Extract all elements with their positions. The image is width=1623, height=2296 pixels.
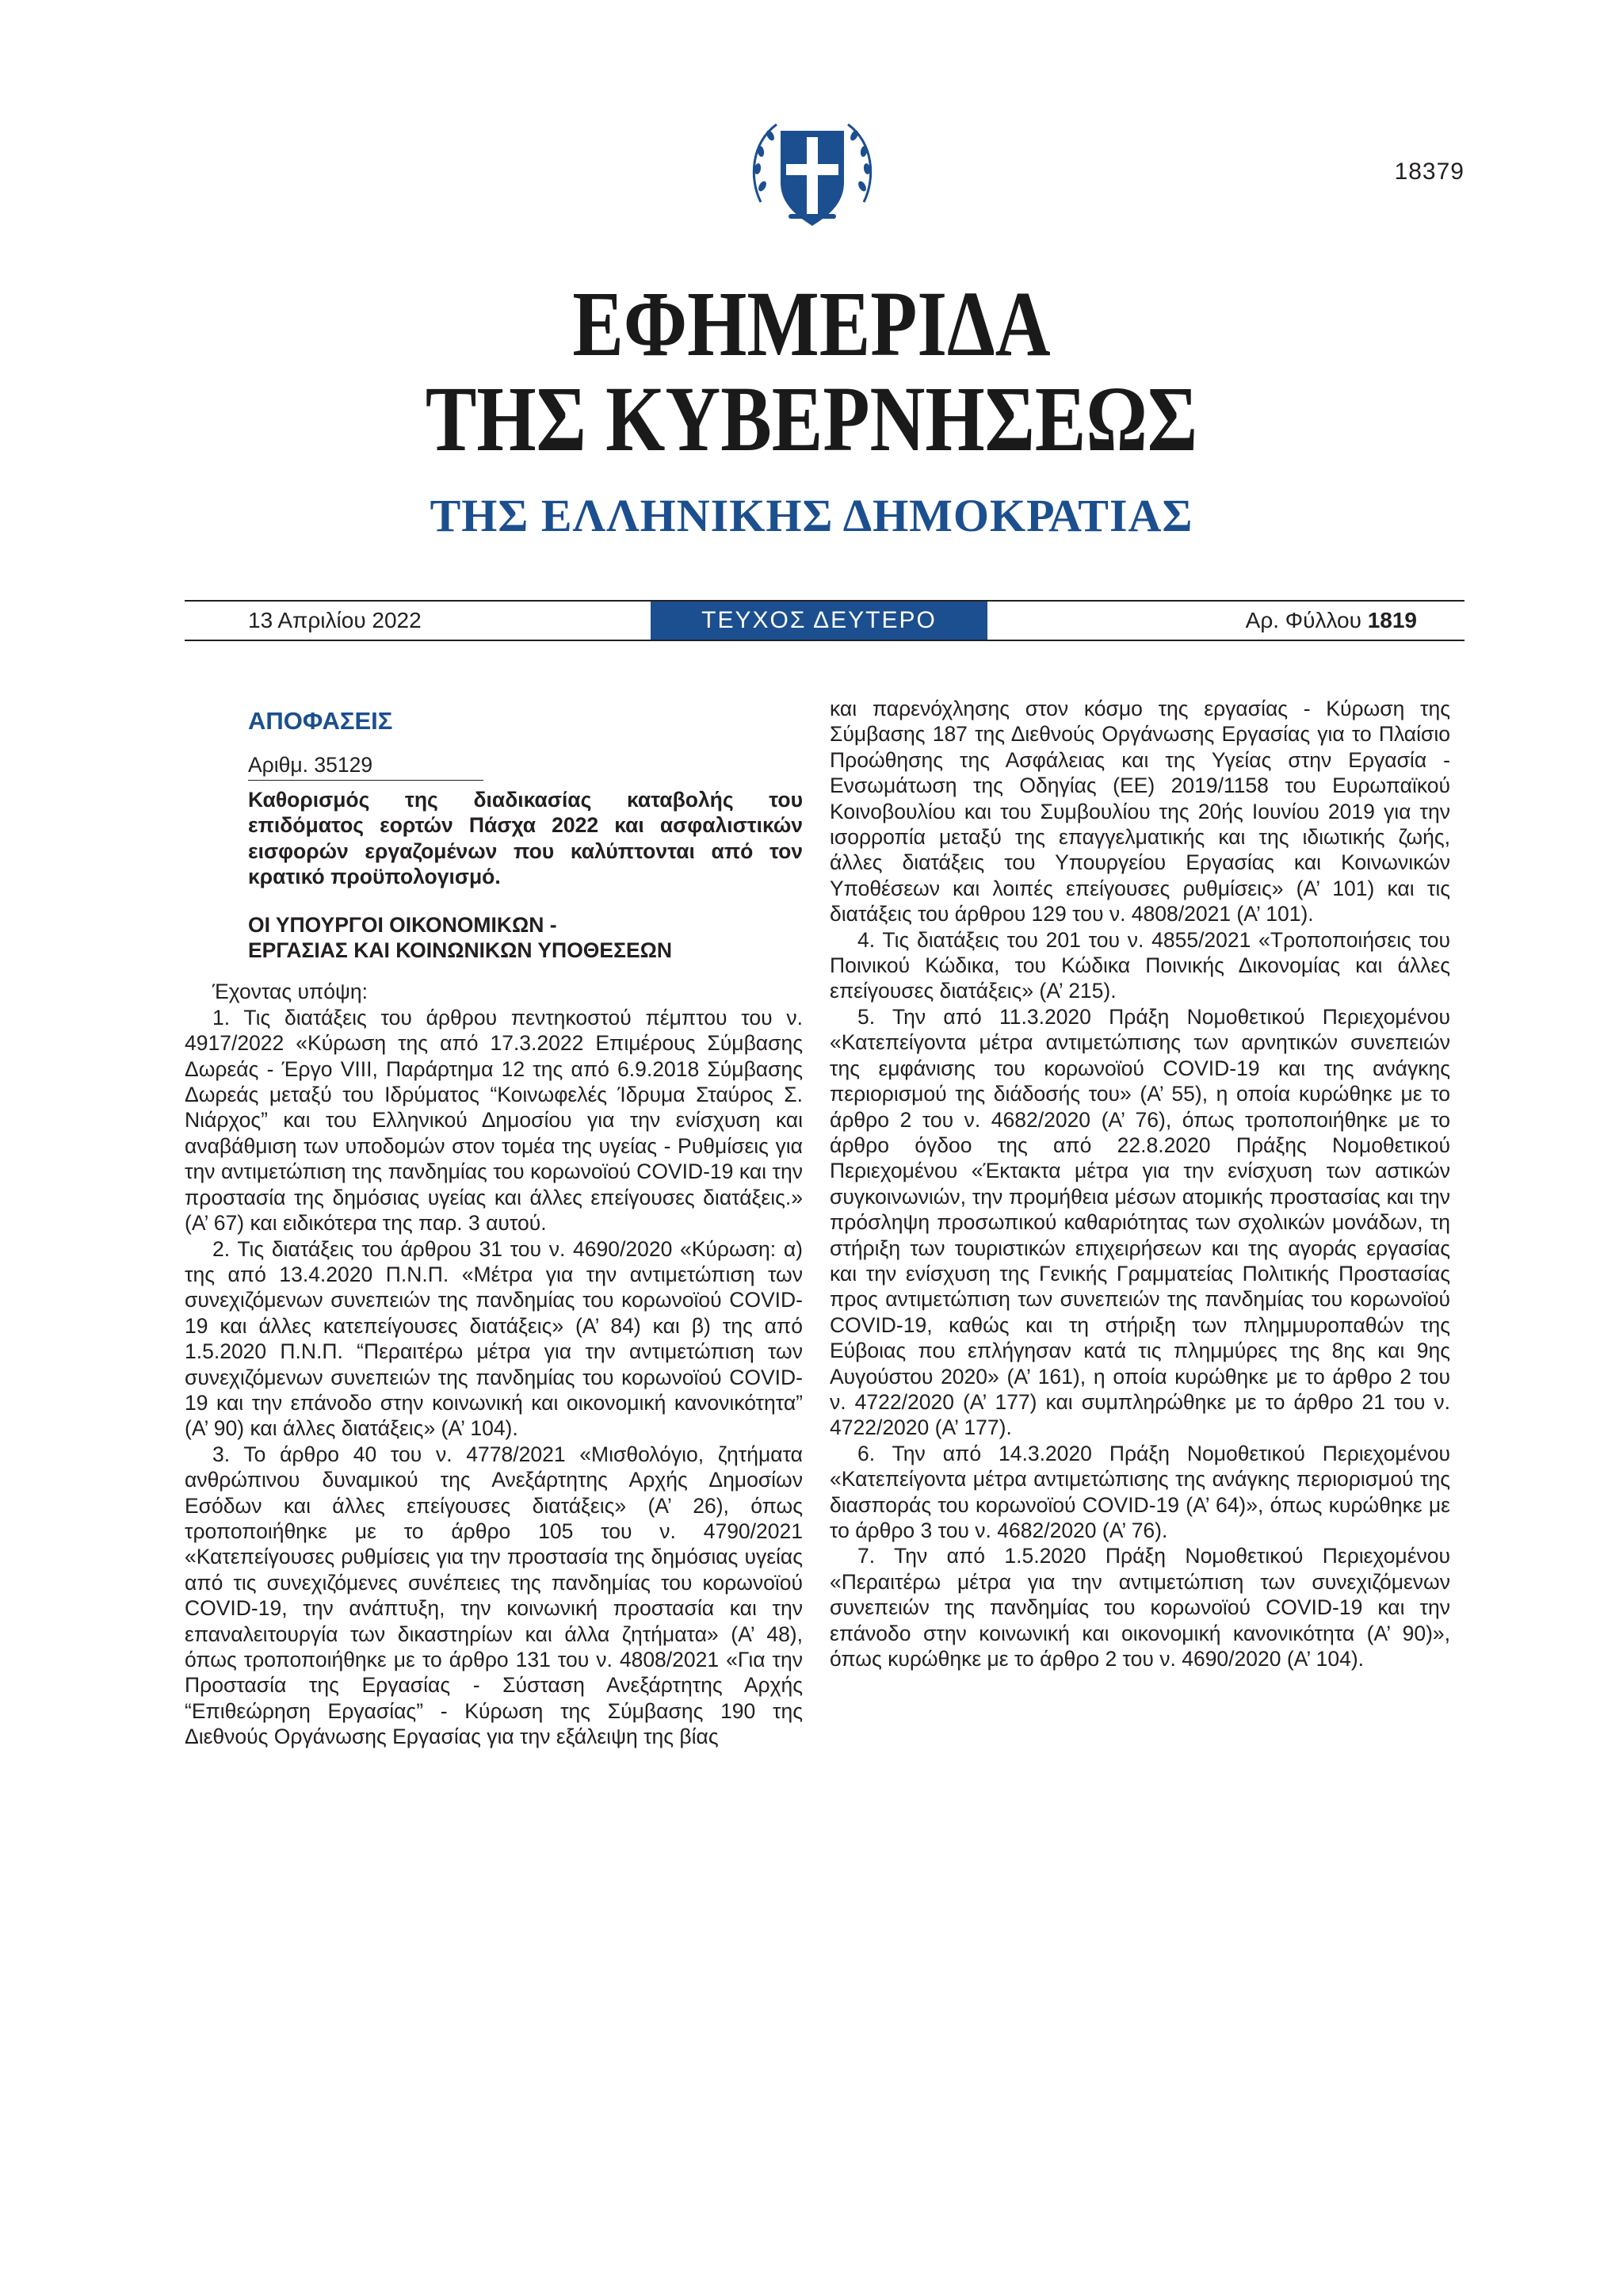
paragraph-7: 7. Την από 1.5.2020 Πράξη Νομοθετικού Περιεχομένου «Περαιτέρω μέτρα για την αντιμετώπιση των συνεχιζόμενων συνεπειών της πανδημίας του κορωνοϊού COVID-19 και την επάνοδο στην κοινωνική και οικονομική κανονικότητα (Α’ 90)», όπως κυρώθηκε με το άρθρο 2 του ν. 4690/2020 (Α’ 104). — [830, 1544, 1450, 1671]
paragraph-6: 6. Την από 14.3.2020 Πράξη Νομοθετικού Περιεχομένου «Κατεπείγοντα μέτρα αντιμετώπισης της ανάγκης περιορισμού της διασποράς του κορωνοϊού COVID-19 (Α’ 64)», όπως κυρώθηκε με το άρθρο 3 του ν. 4682/2020 (Α’ 76). — [830, 1441, 1450, 1542]
issue-info-bar — [185, 600, 1465, 641]
sheet-number-value: 1819 — [1367, 608, 1417, 632]
masthead-title: ΕΦΗΜΕΡΙΔΑ — [572, 272, 1051, 376]
ministers-heading — [248, 912, 803, 964]
sheet-number — [1246, 608, 1417, 633]
left-column — [185, 693, 803, 1750]
masthead-subtitle: ΤΗΣ ΚΥΒΕΡΝΗΣΕΩΣ — [425, 367, 1198, 471]
lead-text: Έχοντας υπόψη: — [212, 980, 369, 1004]
paragraph-3-continuation: και παρενόχλησης στον κόσμο της εργασίας - Κύρωση της Σύμβασης 187 της Διεθνούς Οργάνωσης Εργασίας για το Πλαίσιο Προώθησης της Ασφάλειας και της Υγείας στην Εργασία - Ενσωμάτωση της Οδηγίας (ΕΕ) 2019/1158 του Ευρωπαϊκού Κοινοβουλίου και του Συμβουλίου της 20ής Ιουνίου 2019 για την ισορροπία μεταξύ της επαγγελματικής και της ιδιωτικής ζωής, άλλες διατάξεις του Υπουργείου Εργασίας και Κοινωνικών Υποθέσεων και λοιπές επείγουσες ρυθμίσεις» (Α’ 101) και τις διατάξεις του άρθρου 129 του ν. 4808/2021 (Α’ 101). — [830, 697, 1450, 926]
paragraph-3: 3. Το άρθρο 40 του ν. 4778/2021 «Μισθολόγιο, ζητήματα ανθρώπινου δυναμικού της Ανεξάρτητης Αρχής Δημοσίων Εσόδων και άλλες επείγουσες διατάξεις» (Α’ 26), όπως τροποποιήθηκε με το άρθρο 105 του ν. 4790/2021 «Κατεπείγουσες ρυθμίσεις για την προστασία της δημόσιας υγείας από τις συνεχιζόμενες συνέπειες της πανδημίας του κορωνοϊού COVID-19, την ανάπτυξη, την κοινωνική προστασία και την επαναλειτουργία των δικαστηρίων και άλλα ζητήματα» (Α’ 48), όπως τροποποιήθηκε με το άρθρο 131 του ν. 4808/2021 «Για την Προστασία της Εργασίας - Σύσταση Ανεξάρτητης Αρχής “Επιθεώρηση Εργασίας” - Κύρωση της Σύμβασης 190 της Διεθνούς Οργάνωσης Εργασίας για την εξάλειψη της βίας — [185, 1442, 803, 1749]
right-column — [830, 696, 1450, 1671]
issue-date: 13 Απριλίου 2022 — [248, 608, 422, 632]
paragraph-2: 2. Τις διατάξεις του άρθρου 31 του ν. 4690/2020 «Κύρωση: α) της από 13.4.2020 Π.Ν.Π. «Μέτρα για την αντιμετώπιση των συνεχιζόμενων συνεπειών της πανδημίας του κορωνοϊού COVID-19 και άλλες κατεπείγουσες διατάξεις» (Α’ 84) και β) της από 1.5.2020 Π.Ν.Π. “Περαιτέρω μέτρα για την αντιμετώπιση των συνεχιζόμενων συνεπειών της πανδημίας του κορωνοϊού COVID-19 και την επάνοδο στην κοινωνική και οικονομική κανονικότητα” (Α’ 90) και άλλες διατάξεις» (Α’ 104). — [185, 1236, 803, 1441]
decision-title: Καθορισμός της διαδικασίας καταβολής του επιδόματος εορτών Πάσχα 2022 και ασφαλιστικών εισφορών εργαζομένων που καλύπτονται από τον κρατικό προϋπολογισμό. — [248, 788, 803, 889]
paragraph-4: 4. Τις διατάξεις του 201 του ν. 4855/2021 «Τροποποιήσεις του Ποινικού Κώδικα, του Κώδικα Ποινικής Δικονομίας και άλλες επείγουσες διατάξεις» (Α’ 215). — [830, 927, 1450, 1003]
sheet-label: Αρ. Φύλλου — [1245, 608, 1361, 632]
masthead-republic: ΤΗΣ ΕΛΛΗΝΙΚΗΣ ΔΗΜΟΚΡΑΤΙΑΣ — [430, 490, 1193, 541]
paragraph-5: 5. Την από 11.3.2020 Πράξη Νομοθετικού Περιεχομένου «Κατεπείγοντα μέτρα αντιμετώπισης των αρνητικών συνεπειών της εμφάνισης του κορωνοϊού COVID-19 και της ανάγκης περιορισμού της διάδοσής του» (Α’ 55), η οποία κυρώθηκε με το άρθρο 2 του ν. 4682/2020 (Α’ 76), όπως τροποποιήθηκε με το άρθρο όγδοο της από 22.8.2020 Πράξης Νομοθετικού Περιεχομένου «Έκτακτα μέτρα για την ενίσχυση των αστικών συγκοινωνιών, την προμήθεια μέσων ατομικής προστασίας και την πρόσληψη προσωπικού καθαριότητας των σχολικών μονάδων, τη στήριξη των τουριστικών επιχειρήσεων και της αγοράς εργασίας και την ενίσχυση της Γενικής Γραμματείας Πολιτικής Προστασίας προς αντιμετώπιση των συνεπειών της πανδημίας του κορωνοϊού COVID-19, καθώς και τη στήριξη των πλημμυροπαθών της Εύβοιας που επλήγησαν κατά τις πλημμύρες της 8ης και 9ης Αυγούστου 2020» (Α’ 161), η οποία κυρώθηκε με το άρθρο 2 του ν. 4722/2020 (Α’ 177) και συμπληρώθηκε με το άρθρο 21 του ν. 4722/2020 (Α’ 177). — [830, 1004, 1450, 1440]
issue-series-badge: ΤΕΥΧΟΣ ΔΕΥΤΕΡΟ — [651, 602, 987, 640]
ministers-line-2: ΕΡΓΑΣΙΑΣ ΚΑΙ ΚΟΙΝΩΝΙΚΩΝ ΥΠΟΘΕΣΕΩΝ — [248, 938, 673, 963]
decision-number: Αριθμ. 35129 — [248, 751, 483, 781]
section-heading: ΑΠΟΦΑΣΕΙΣ — [248, 707, 393, 735]
ministers-line-1: ΟΙ ΥΠΟΥΡΓΟΙ ΟΙΚΟΝΟΜΙΚΩΝ - — [248, 912, 557, 937]
paragraph-1: 1. Τις διατάξεις του άρθρου πεντηκοστού πέμπτου του ν. 4917/2022 «Κύρωση της από 17.3.2022 Επιμέρους Σύμβασης Δωρεάς - Έργο VIII, Παράρτημα 12 της από 6.9.2018 Σύμβασης Δωρεάς μεταξύ του Ιδρύματος “Κοινωφελές Ίδρυμα Σταύρος Σ. Νιάρχος” και του Ελληνικού Δημοσίου για την ενίσχυση και αναβάθμιση των υποδομών στον τομέα της υγείας - Ρυθμίσεις για την αντιμετώπιση της πανδημίας του κορωνοϊού COVID-19 και την προστασία της δημόσιας υγείας και άλλες επείγουσες διατάξεις.» (Α’ 67) και ειδικότερα της παρ. 3 αυτού. — [185, 1005, 803, 1236]
page-number: 18379 — [1394, 159, 1465, 185]
greek-coat-of-arms-icon — [745, 107, 880, 242]
